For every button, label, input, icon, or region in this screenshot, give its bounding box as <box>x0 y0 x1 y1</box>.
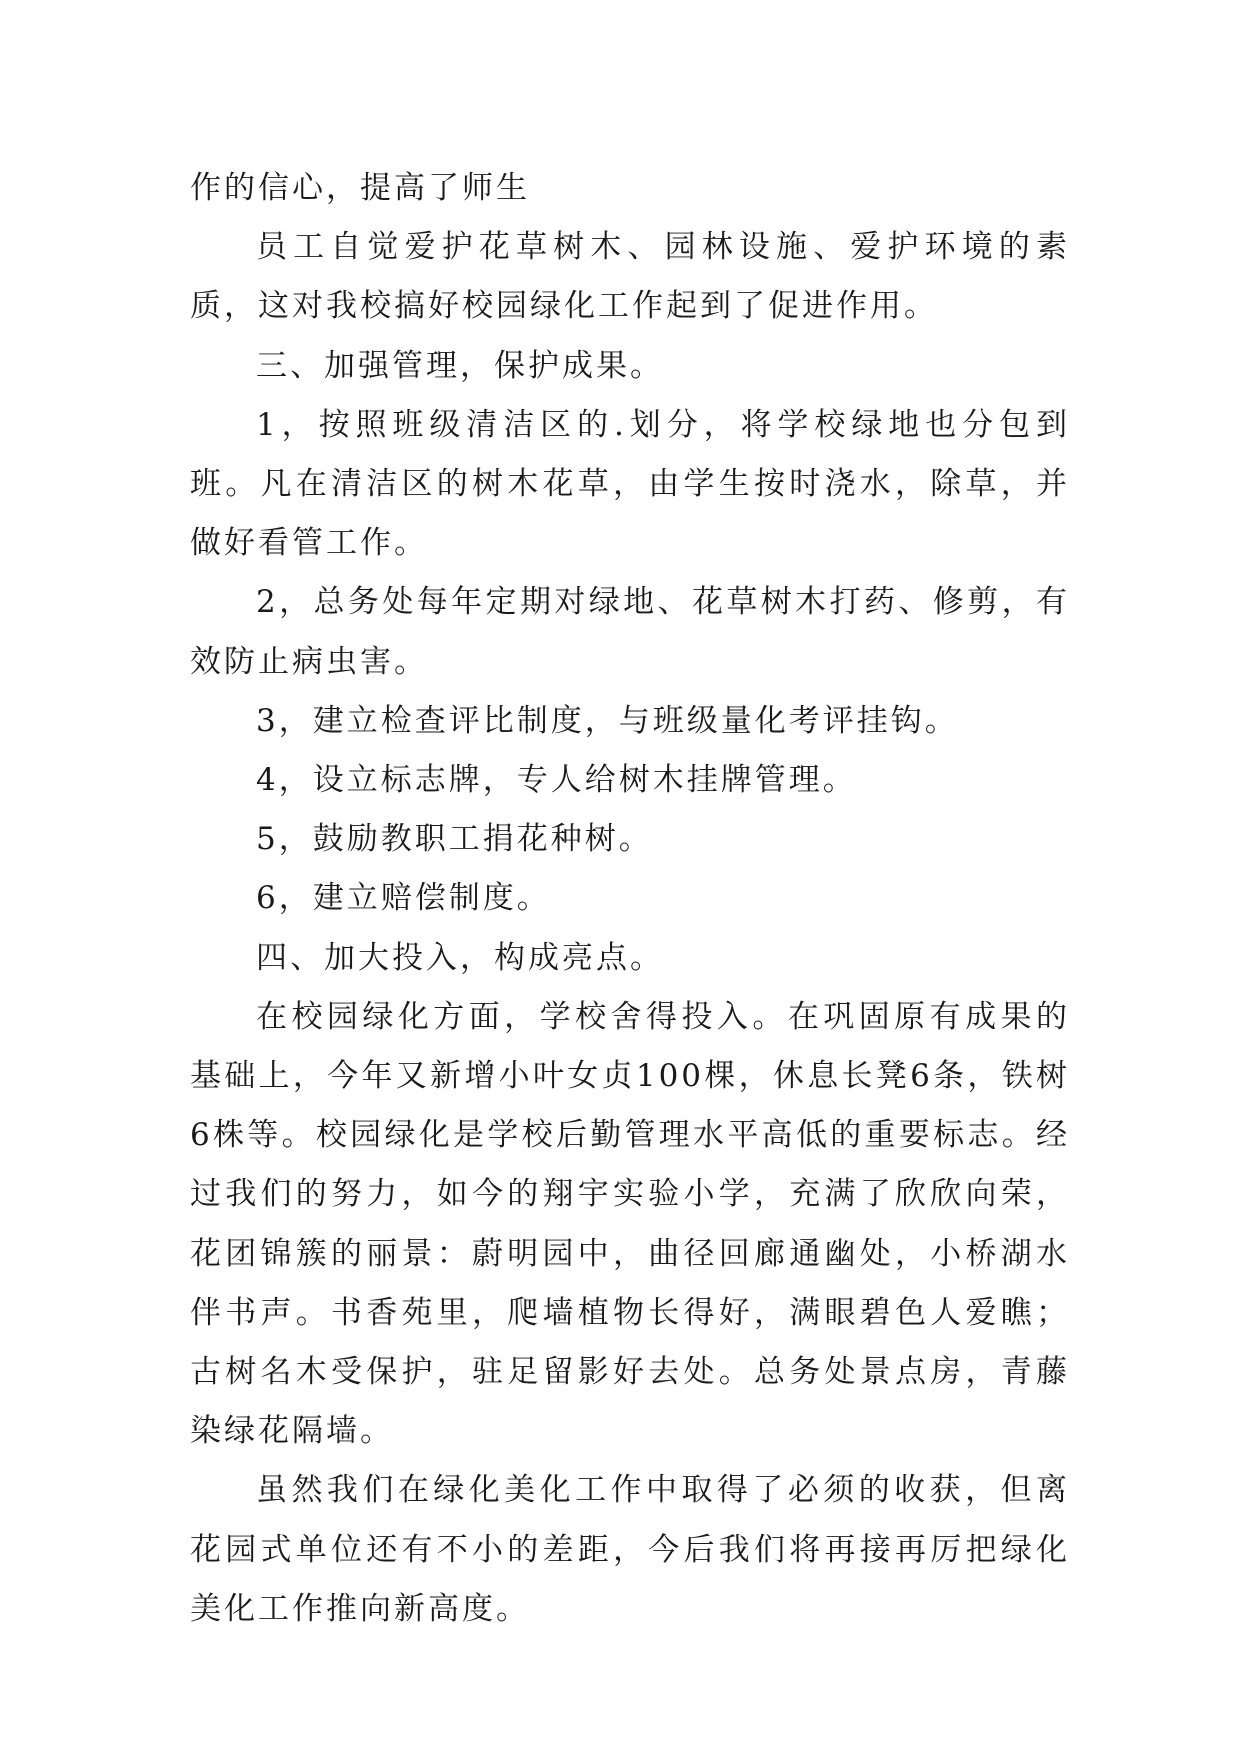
section-heading: 四、加大投入，构成亮点。 <box>256 939 664 976</box>
document-body <box>190 159 1070 1639</box>
paragraph: 员工自觉爱护花草树木、园林设施、爱护环境的素质，这对我校搞好校园绿化工作起到了促进作用。 <box>190 229 1070 325</box>
list-item: 2，总务处每年定期对绿地、花草树木打药、修剪，有效防止病虫害。 <box>190 584 1070 680</box>
paragraph: 在校园绿化方面，学校舍得投入。在巩固原有成果的基础上，今年又新增小叶女贞100棵，休息长凳6条，铁树6株等。校园绿化是学校后勤管理水平高低的重要标志。经过我们的努力，如今的翔宇实验小学，充满了欣欣向荣，花团锦簇的丽景：蔚明园中，曲径回廊通幽处，小桥湖水伴书声。书香苑里，爬墙植物长得好，满眼碧色人爱瞧；古树名木受保护，驻足留影好去处。总务处景点房，青藤染绿花隔墙。 <box>190 998 1070 1450</box>
list-item: 6，建立赔偿制度。 <box>256 880 551 917</box>
list-item: 3，建立检查评比制度，与班级量化考评挂钩。 <box>256 702 959 739</box>
paragraph: 虽然我们在绿化美化工作中取得了必须的收获，但离花园式单位还有不小的差距，今后我们将再接再厉把绿化美化工作推向新高度。 <box>190 1472 1070 1627</box>
list-item: 5，鼓励教职工捐花种树。 <box>256 821 653 858</box>
section-heading: 三、加强管理，保护成果。 <box>256 347 664 384</box>
paragraph-continuation: 作的信心，提高了师生 <box>190 170 530 206</box>
list-item: 1，按照班级清洁区的.划分，将学校绿地也分包到班。凡在清洁区的树木花草，由学生按时浇水，除草，并做好看管工作。 <box>190 406 1070 562</box>
list-item: 4，设立标志牌，专人给树木挂牌管理。 <box>256 762 857 799</box>
